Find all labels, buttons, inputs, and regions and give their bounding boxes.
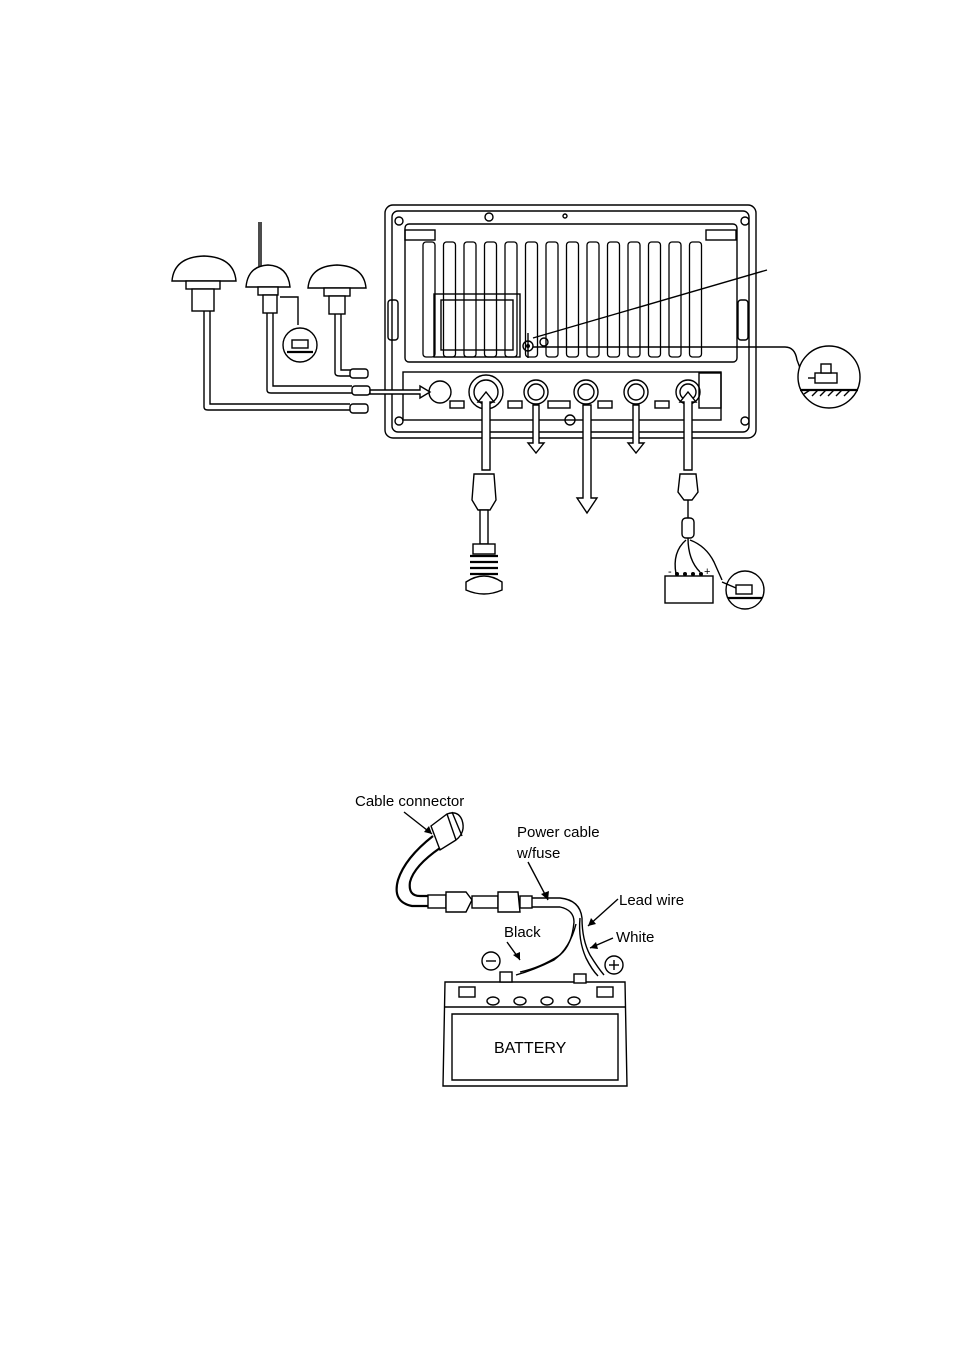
vent-slot <box>608 242 620 357</box>
vent-slot <box>628 242 640 357</box>
label-white: White <box>616 929 655 946</box>
vent-slot <box>669 242 681 357</box>
label-power-cable-line2: w/fuse <box>517 845 561 862</box>
transducer <box>466 474 502 594</box>
vent-slot <box>649 242 661 357</box>
vent-slot <box>567 242 579 357</box>
whip-antenna-center <box>246 222 298 325</box>
battery-plus-small: + <box>704 566 711 578</box>
vent-slot <box>587 242 599 357</box>
battery-wiring-diagram <box>355 793 684 1086</box>
label-lead-wire: Lead wire <box>619 892 685 909</box>
label-power-cable-line1: Power cable <box>517 824 600 841</box>
battery-ground-callout <box>722 571 764 609</box>
gps-antenna-left <box>172 256 236 311</box>
label-battery: BATTERY <box>494 1040 567 1057</box>
label-cable-connector: Cable connector <box>355 793 465 810</box>
power-cable-small <box>675 474 722 580</box>
vent-slot <box>690 242 702 357</box>
label-black: Black <box>504 924 541 941</box>
gps-antenna-right <box>308 265 366 314</box>
antenna-ground-callout <box>283 328 317 362</box>
vent-slot <box>423 242 435 357</box>
battery-minus-small: - <box>668 566 672 578</box>
battery-small <box>665 566 713 603</box>
